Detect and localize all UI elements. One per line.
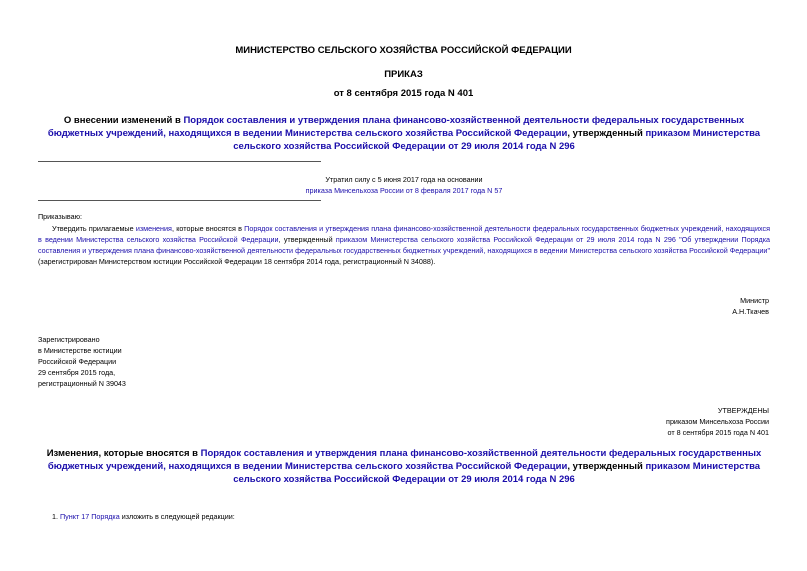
para-text-2: , которые вносятся в xyxy=(171,224,245,233)
status-note-link[interactable]: приказа Минсельхоза России от 8 февраля 2017 года N 57 xyxy=(305,186,503,195)
order-title-link-procedure[interactable]: Порядок составления и утверждения плана финансово-хозяйственной деятельности федеральных государственных бюджетных учреждений, находящихся в ведении Министерства сельского хозяйства Российской Федерации xyxy=(47,115,745,139)
changes-title xyxy=(38,447,770,486)
para-text-3: , утвержденный xyxy=(278,235,336,244)
registration-line-1: Зарегистрировано xyxy=(38,335,100,344)
changes-title-middle: , утвержденный xyxy=(567,461,646,472)
doc-date-number: от 8 сентября 2015 года N 401 xyxy=(333,88,474,99)
registration-block xyxy=(38,334,126,389)
changes-title-link-procedure[interactable]: Порядок составления и утверждения плана финансово-хозяйственной деятельности федеральных государственных бюджетных учреждений, находящихся в ведении Министерства сельского хозяйства Российской Федерации xyxy=(47,448,762,472)
registration-line-5: регистрационный N 39043 xyxy=(38,379,126,388)
intro-text: Приказываю: xyxy=(38,212,82,221)
order-title xyxy=(38,114,770,153)
approved-line-2: приказом Минсельхоза России xyxy=(666,417,769,426)
item-1-link-procedure[interactable]: Порядка xyxy=(91,512,120,521)
item-1-link-clause[interactable]: Пункт 17 xyxy=(60,512,90,521)
order-title-link-order[interactable]: приказом Министерства сельского хозяйства Российской Федерации от 29 июля 2014 года N 296 xyxy=(233,128,761,152)
registration-line-3: Российской Федерации xyxy=(38,357,117,366)
order-title-middle: , утвержденный xyxy=(567,128,646,139)
status-note xyxy=(38,174,770,196)
item-1 xyxy=(52,511,235,522)
main-paragraph xyxy=(38,223,770,267)
para-link-changes[interactable]: изменения xyxy=(135,224,172,233)
registration-line-2: в Министерстве юстиции xyxy=(38,346,122,355)
order-title-prefix: О внесении изменений в xyxy=(63,115,184,126)
registration-line-4: 29 сентября 2015 года, xyxy=(38,368,116,377)
approved-line-3: от 8 сентября 2015 года N 401 xyxy=(667,428,769,437)
para-text-4: (зарегистрирован Министерством юстиции Российской Федерации 18 сентября 2014 года, регистрационный N 34088). xyxy=(38,257,436,266)
approved-block xyxy=(666,405,769,438)
ministry-heading: МИНИСТЕРСТВО СЕЛЬСКОГО ХОЗЯЙСТВА РОССИЙСКОЙ ФЕДЕРАЦИИ xyxy=(235,45,572,56)
doc-type-heading: ПРИКАЗ xyxy=(384,69,423,80)
divider-top xyxy=(38,161,321,162)
para-link-order[interactable]: приказом Министерства сельского хозяйства Российской Федерации от 29 июля 2014 года N 296 "Об утверждении Порядка составления и утверждения плана финансово-хозяйственной деятельности федеральных государственных бюджетных учреждений, находящихся в ведении Министерства сельского хозяйства Российской Федерации" xyxy=(38,235,770,255)
changes-title-link-order[interactable]: приказом Министерства сельского хозяйства Российской Федерации от 29 июля 2014 года N 296 xyxy=(233,461,761,485)
item-1-rest: изложить в следующей редакции: xyxy=(119,512,235,521)
para-text-1: Утвердить прилагаемые xyxy=(52,224,136,233)
signature-position: Министр xyxy=(740,296,769,305)
divider-bottom xyxy=(38,200,321,201)
changes-title-prefix: Изменения, которые вносятся в xyxy=(46,448,201,459)
approved-line-1: УТВЕРЖДЕНЫ xyxy=(717,406,769,415)
status-note-text: Утратил силу с 5 июня 2017 года на основании xyxy=(325,175,483,184)
signature-block xyxy=(732,295,769,317)
para-link-procedure[interactable]: Порядок составления и утверждения плана финансово-хозяйственной деятельности федеральных государственных бюджетных учреждений, находящихся в ведении Министерства сельского хозяйства Российской Федерации xyxy=(38,224,770,244)
signature-name: А.Н.Ткачев xyxy=(732,307,769,316)
item-1-number: 1. xyxy=(52,512,60,521)
